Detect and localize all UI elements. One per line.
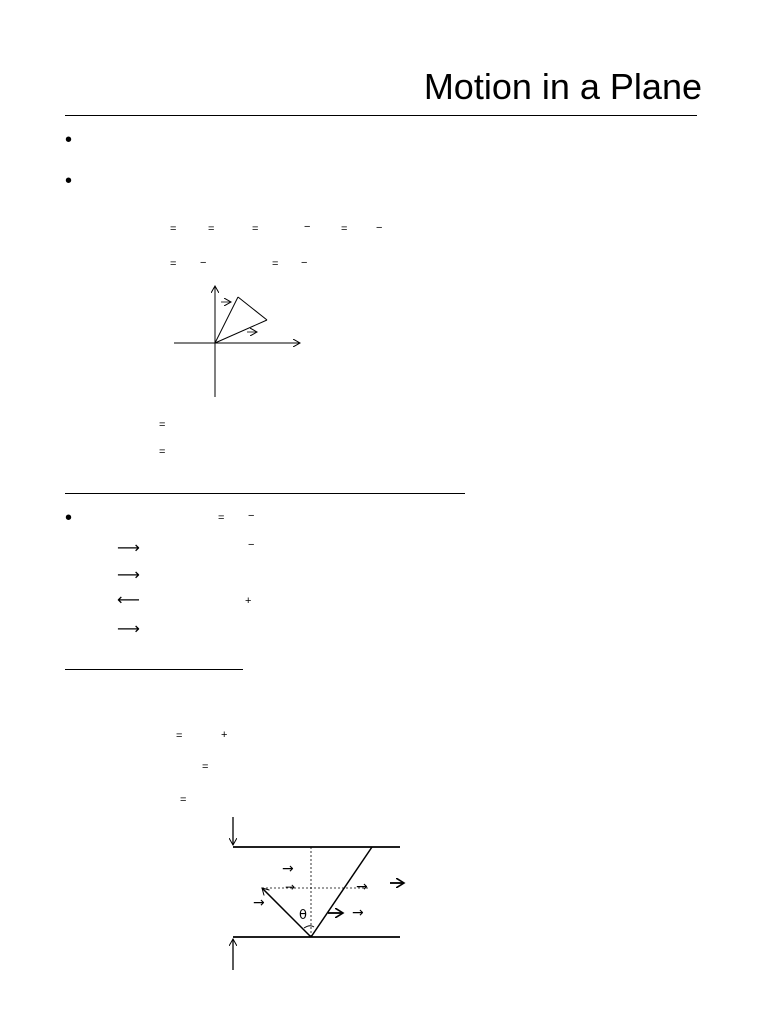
right-arrow-symbol: ⟶ <box>117 538 140 557</box>
left-arrow-symbol: ⟵ <box>117 590 140 609</box>
equals-sign: = <box>170 223 177 235</box>
minus-sign: − <box>304 221 311 233</box>
equals-sign: = <box>208 223 215 235</box>
vector-diagram <box>174 286 300 397</box>
minus-sign: − <box>248 539 255 551</box>
equals-sign: = <box>252 223 259 235</box>
equals-sign: = <box>202 761 209 773</box>
plus-sign: + <box>221 729 228 741</box>
equals-sign: = <box>159 419 166 431</box>
minus-sign: − <box>301 257 308 269</box>
minus-sign: − <box>200 257 207 269</box>
equals-sign: = <box>180 794 187 806</box>
right-arrow-symbol: ⟶ <box>117 565 140 584</box>
equals-sign: = <box>159 446 166 458</box>
bullet-point: • <box>65 129 73 151</box>
equals-sign: = <box>341 223 348 235</box>
bullet-point: • <box>65 170 73 192</box>
position-vector-a <box>215 297 238 343</box>
position-vector-b <box>215 320 267 343</box>
minus-sign: − <box>248 510 255 522</box>
plus-sign: + <box>245 595 252 607</box>
vector-arrow-label: → <box>253 895 265 911</box>
equals-sign: = <box>170 258 177 270</box>
vector-arrow-label: → <box>356 879 368 895</box>
right-arrow-symbol: ⟶ <box>117 619 140 638</box>
vector-arrow-label: → <box>282 861 294 877</box>
equals-sign: = <box>272 258 279 270</box>
page-title: Motion in a Plane <box>423 66 702 107</box>
minus-sign: − <box>376 222 383 234</box>
vector-arrow-label: → <box>285 880 296 894</box>
equals-sign: = <box>176 730 183 742</box>
bullet-point: • <box>65 507 73 529</box>
angle-arc <box>304 926 314 928</box>
theta-label: θ <box>299 908 307 923</box>
vector-arrow-label: → <box>352 905 364 921</box>
displacement-vector <box>238 297 267 320</box>
river-crossing-diagram <box>233 817 404 970</box>
equals-sign: = <box>218 512 225 524</box>
